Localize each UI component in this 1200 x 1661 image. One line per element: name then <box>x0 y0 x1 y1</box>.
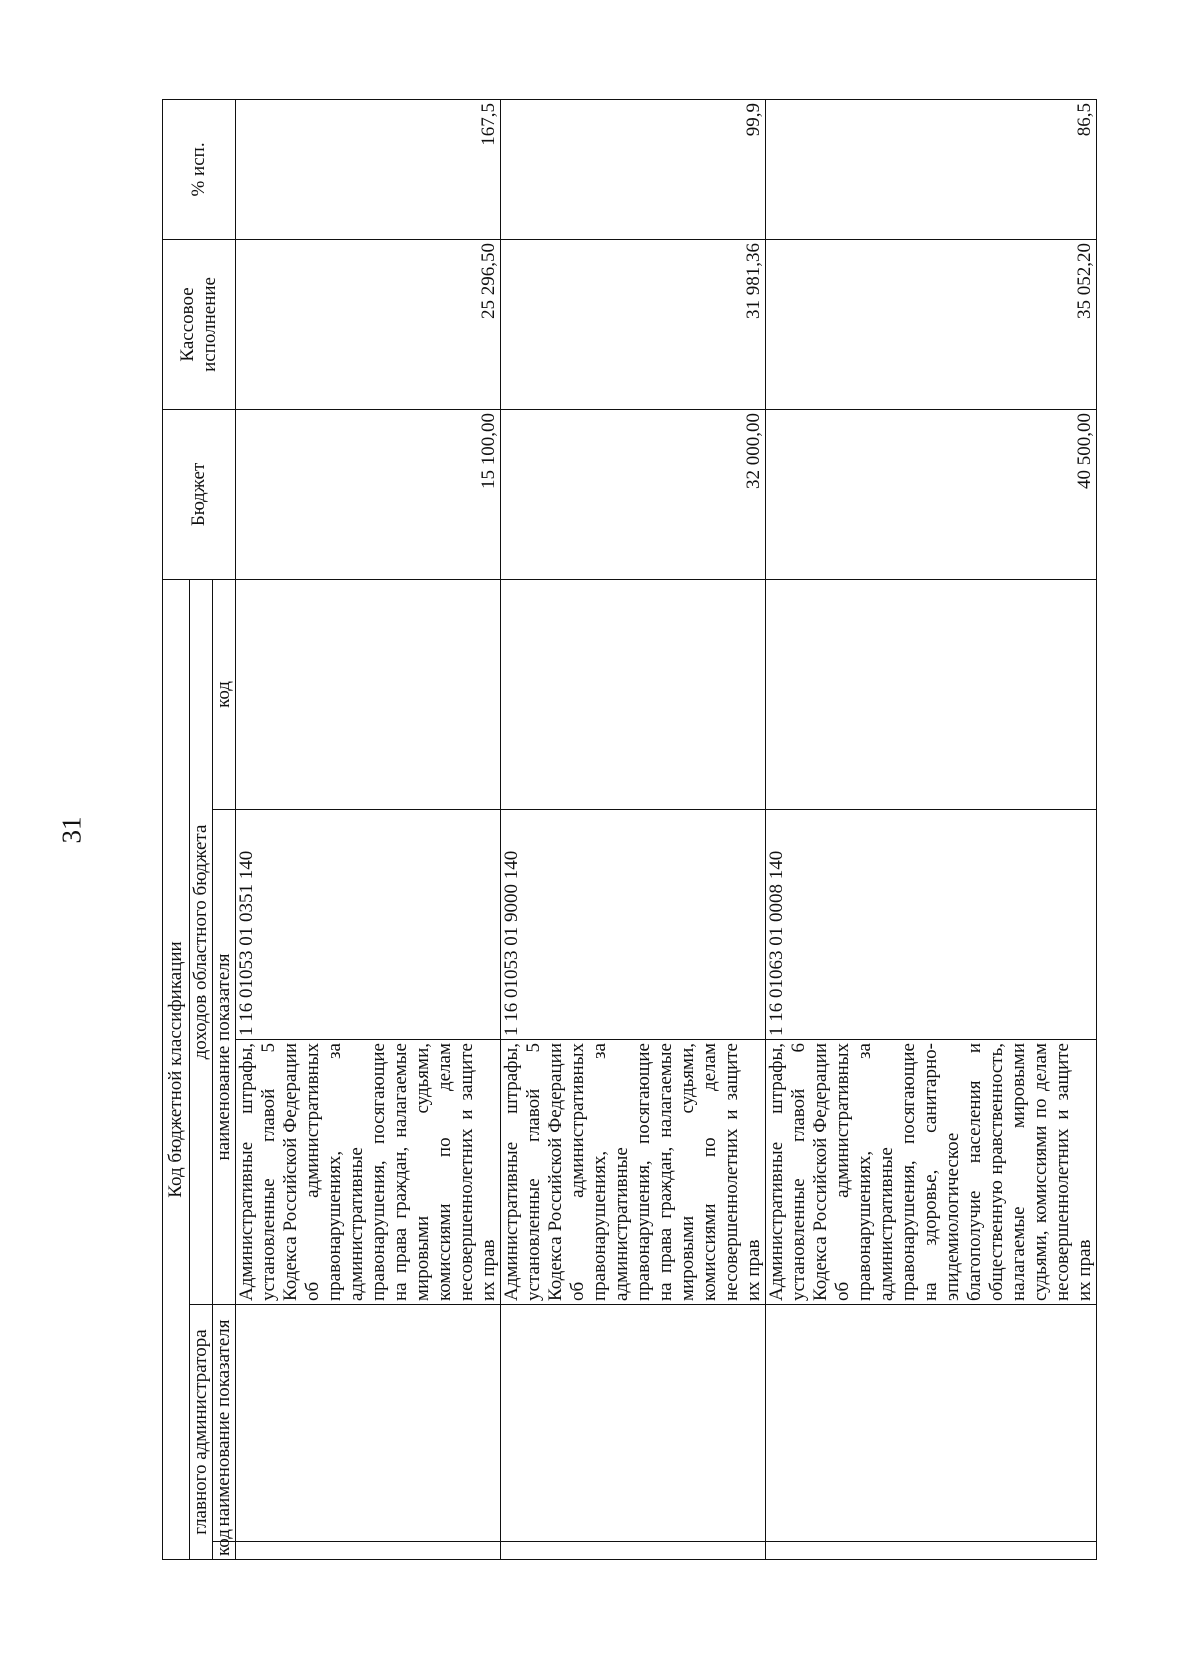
table-row <box>236 99 501 1559</box>
income-name-cell: Административные штрафы, установленные главой 5 Кодекса Российской Федерации об административных правонарушениях, за административные правонарушения, посягающие на права граждан, налагаемые мировыми судьями, комиссиями по делам несовершеннолетних и защите их прав <box>501 1040 766 1305</box>
admin-name-cell <box>236 1305 501 1542</box>
header-income-group: доходов областного бюджета <box>190 579 213 1304</box>
header-admin-name: наименование показателя <box>213 1305 236 1542</box>
admin-code-cell <box>236 1542 501 1560</box>
budget-sheet <box>162 100 1095 1560</box>
execution-cell: 31 981,36 <box>501 239 766 409</box>
empty-cell <box>236 579 501 809</box>
table-row <box>501 99 766 1559</box>
execution-cell: 25 296,50 <box>236 239 501 409</box>
admin-name-cell <box>766 1305 1097 1542</box>
percent-cell: 99,9 <box>501 99 766 239</box>
header-admin-code: код <box>213 1542 236 1560</box>
admin-code-cell <box>766 1542 1097 1560</box>
page-number: 31 <box>56 816 87 844</box>
income-name-cell: Административные штрафы, установленные главой 5 Кодекса Российской Федерации об административных правонарушениях, за административные правонарушения, посягающие на права граждан, налагаемые мировыми судьями, комиссиями по делам несовершеннолетних и защите их прав <box>236 1040 501 1305</box>
admin-name-cell <box>501 1305 766 1542</box>
header-admin-group: главного администратора <box>190 1305 213 1560</box>
header-execution: Кассовое исполнение <box>163 239 236 409</box>
empty-cell <box>766 579 1097 809</box>
budget-cell: 40 500,00 <box>766 409 1097 579</box>
header-budget: Бюджет <box>163 409 236 579</box>
empty-cell <box>501 579 766 809</box>
header-income-name: наименование показателя <box>213 810 236 1305</box>
budget-table <box>162 99 1097 1560</box>
budget-cell: 15 100,00 <box>236 409 501 579</box>
execution-cell: 35 052,20 <box>766 239 1097 409</box>
percent-cell: 86,5 <box>766 99 1097 239</box>
table-row <box>766 99 1097 1559</box>
income-code-cell: 1 16 01063 01 0008 140 <box>766 810 1097 1040</box>
header-income-code: код <box>213 579 236 809</box>
income-code-cell: 1 16 01053 01 9000 140 <box>501 810 766 1040</box>
header-percent: % исп. <box>163 99 236 239</box>
header-classification: Код бюджетной классификации <box>163 579 190 1559</box>
budget-cell: 32 000,00 <box>501 409 766 579</box>
income-code-cell: 1 16 01053 01 0351 140 <box>236 810 501 1040</box>
percent-cell: 167,5 <box>236 99 501 239</box>
admin-code-cell <box>501 1542 766 1560</box>
income-name-cell: Административные штрафы, установленные главой 6 Кодекса Российской Федерации об административных правонарушениях, за административные правонарушения, посягающие на здоровье, санитарно-эпидемиологическое благополучие населения и общественную нравственность, налагаемые мировыми судьями, комиссиями по делам несовершеннолетних и защите их прав <box>766 1040 1097 1305</box>
header-row-1 <box>163 99 190 1559</box>
